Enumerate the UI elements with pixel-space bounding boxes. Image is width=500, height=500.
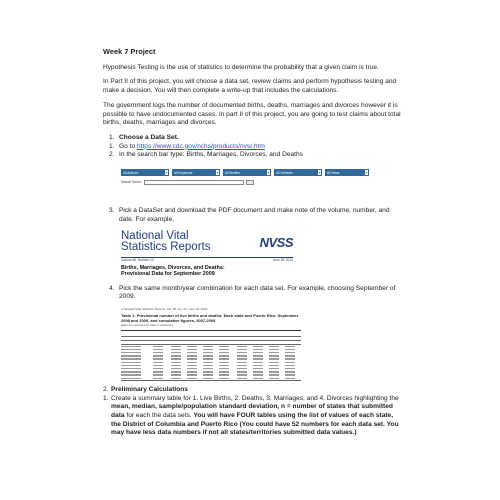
- document-content: [103, 47, 403, 438]
- table-cell: [153, 349, 163, 351]
- table-cell: [253, 346, 263, 348]
- table-cell: [219, 346, 229, 348]
- table-cell: [187, 374, 197, 376]
- search-filters: [121, 169, 379, 176]
- table-cell: [219, 368, 229, 370]
- table-cell: [269, 346, 279, 348]
- table-cell: [171, 355, 181, 357]
- table-cell: [285, 365, 295, 367]
- table-cell: [187, 346, 197, 348]
- table-cell: [285, 371, 295, 373]
- table-cell: [203, 352, 213, 354]
- select-label: All Months: [225, 170, 240, 175]
- table-cell: [269, 365, 279, 367]
- table-cell: [269, 358, 279, 360]
- table-cell: [203, 355, 213, 357]
- intro-paragraph: Hypothesis Testing is the use of statistics to determine the probability that a given claim is true.: [103, 63, 379, 71]
- table-cell: [203, 368, 213, 370]
- calc-text: for each the data sets.: [124, 412, 194, 420]
- page-title: Week 7 Project: [103, 47, 156, 56]
- table-cell: [203, 374, 213, 376]
- table-rule: [121, 380, 301, 381]
- table-cell: [187, 355, 197, 357]
- table-cell: [121, 352, 141, 354]
- table-rule: [121, 340, 301, 341]
- table-cell: [237, 346, 247, 348]
- table-cell: [285, 355, 295, 357]
- search-terms-input: [144, 180, 244, 185]
- table-cell: [285, 358, 295, 360]
- table-cell: [203, 378, 213, 380]
- table-cell: [121, 374, 141, 376]
- table-cell: [237, 358, 247, 360]
- nvss-report-image: [121, 231, 293, 279]
- chevron-down-icon: ▾: [165, 171, 168, 176]
- table-cell: [269, 378, 279, 380]
- calc-bold-stats: mean, median, sample/population standard deviation, n = number of states that submitted data: [111, 403, 393, 420]
- chevron-down-icon: ▾: [318, 171, 321, 176]
- table-cell: [269, 352, 279, 354]
- table-cell: [253, 349, 263, 351]
- table-cell: [237, 371, 247, 373]
- table-cell: [171, 368, 181, 370]
- section-choose-data-set: [103, 134, 403, 143]
- table-cell: [269, 362, 279, 364]
- table-cell: [121, 346, 141, 348]
- table-cell: [219, 358, 229, 360]
- table-cell: [187, 371, 197, 373]
- table-cell: [187, 362, 197, 364]
- keywords-select: [172, 169, 220, 176]
- table-cell: [253, 365, 263, 367]
- table-cell: [153, 365, 163, 367]
- search-button: [246, 180, 254, 185]
- table-cell: [237, 365, 247, 367]
- table-cell: [153, 378, 163, 380]
- table-cell: [171, 371, 181, 373]
- table-cell: [219, 378, 229, 380]
- table-cell: [187, 365, 197, 367]
- table-cell: [153, 355, 163, 357]
- nvss-title: [121, 231, 210, 254]
- calc-step-1: [103, 395, 403, 439]
- table-cell: [253, 358, 263, 360]
- chevron-down-icon: ▾: [267, 171, 270, 176]
- section-number: 2.: [103, 385, 109, 393]
- nvss-subtitle-line: Provisional Data for September 2009: [121, 270, 215, 277]
- table-cell: [237, 378, 247, 380]
- table-cell: [121, 378, 141, 380]
- step-number: 3.: [109, 207, 115, 215]
- section-number: 1.: [109, 133, 115, 141]
- table-cell: [187, 349, 197, 351]
- part2-paragraph: In Part II of this project, you will choose a data set, review claims and perform hypothesis testing and make a decision. You will then complete a write-up that includes the calculations.: [103, 78, 397, 95]
- nvss-date: June 28, 2010: [272, 258, 293, 262]
- table-cell: [269, 374, 279, 376]
- table-cell: [171, 349, 181, 351]
- table-cell: [171, 346, 181, 348]
- section-title: Preliminary Calculations: [111, 385, 188, 393]
- search-terms-row: [121, 180, 254, 185]
- step-number: 1.: [103, 394, 109, 402]
- table-image-header: 4 National Vital Statistics Reports, Vol. 58, No. 20, June 28, 2010: [121, 306, 208, 311]
- table-cell: [219, 362, 229, 364]
- section-title: Choose a Data Set.: [119, 133, 179, 141]
- table-image: [121, 308, 301, 380]
- table-cell: [253, 371, 263, 373]
- table-cell: [187, 358, 197, 360]
- table-row: [121, 377, 301, 380]
- step-3: [103, 207, 403, 224]
- table-cell: [121, 349, 141, 351]
- nvss-subtitle: [121, 265, 225, 277]
- table-cell: [187, 368, 197, 370]
- table-cell: [269, 371, 279, 373]
- table-cell: [253, 352, 263, 354]
- table-cell: [153, 346, 163, 348]
- table-cell: [285, 378, 295, 380]
- table-cell: [171, 362, 181, 364]
- table-cell: [285, 374, 295, 376]
- nvss-logo: NVSS: [259, 234, 293, 250]
- table-cell: [285, 349, 295, 351]
- table-cell: [121, 355, 141, 357]
- government-paragraph: The government logs the number of documented births, deaths, marriages and divorces however it is possible to have undocumented cases. In part II of this project, you are going to test claims about total births, deaths, marriages and divorces.: [103, 101, 401, 127]
- table-image-note: [Data are estimates by state of residence]: [121, 323, 173, 328]
- step-text: Pick a DataSet and download the PDF document and make note of the volume, number, and date. For example,: [119, 207, 390, 223]
- cdc-link[interactable]: https://www.cdc.gov/nchs/products/nvsr.htm: [136, 142, 265, 150]
- table-image-grid: [121, 330, 301, 380]
- search-terms-label: Search Terms:: [121, 180, 142, 185]
- table-cell: [253, 368, 263, 370]
- table-cell: [269, 355, 279, 357]
- step-1: [103, 143, 403, 152]
- table-cell: [285, 362, 295, 364]
- table-cell: [153, 352, 163, 354]
- table-cell: [203, 346, 213, 348]
- authors-select: [121, 169, 169, 176]
- table-cell: [253, 378, 263, 380]
- table-cell: [253, 355, 263, 357]
- table-cell: [203, 358, 213, 360]
- step-text: Go to: [119, 142, 137, 150]
- table-cell: [285, 368, 295, 370]
- table-cell: [153, 371, 163, 373]
- step-number: 4.: [109, 284, 115, 292]
- table-cell: [121, 365, 141, 367]
- calc-text: Create a summary table for 1. Live Births, 2. Deaths, 3. Marriages, and 4. Divorces highlighting the: [111, 394, 399, 402]
- table-cell: [219, 371, 229, 373]
- table-cell: [171, 365, 181, 367]
- table-cell: [285, 352, 295, 354]
- table-cell: [121, 368, 141, 370]
- table-cell: [171, 358, 181, 360]
- table-cell: [171, 378, 181, 380]
- nvss-volume: Volume 58, Number 20: [121, 258, 154, 262]
- select-label: All Years: [327, 170, 340, 175]
- table-rule: [121, 336, 301, 337]
- table-cell: [121, 371, 141, 373]
- nvss-subtitle-line: Births, Marriages, Divorces, and Deaths:: [121, 264, 225, 271]
- table-cell: [203, 362, 213, 364]
- nvss-title-line: National Vital: [121, 229, 189, 242]
- table-cell: [187, 352, 197, 354]
- table-cell: [121, 362, 141, 364]
- table-cell: [153, 368, 163, 370]
- table-cell: [187, 378, 197, 380]
- step-text: In the search bar type: Births, Marriages, Divorces, and Deaths: [119, 151, 303, 159]
- table-cell: [219, 365, 229, 367]
- select-label: All Volumes: [276, 170, 293, 175]
- table-cell: [171, 374, 181, 376]
- table-cell: [121, 358, 141, 360]
- table-cell: [237, 374, 247, 376]
- table-cell: [153, 358, 163, 360]
- table-image-title: Table 1. Provisional number of live births and deaths: Each state and Puerto Rico, September 2008 and 2009, and cumulative figures, 2007-2009: [121, 312, 299, 323]
- step-number: 1.: [109, 142, 115, 150]
- section-preliminary-calculations: [103, 386, 403, 395]
- step-2: [103, 151, 403, 160]
- step-text: Pick the same month/year combination for each data set. For example, choosing September of 2009.: [119, 284, 396, 301]
- table-cell: [153, 374, 163, 376]
- calc-bold-note: You will have FOUR tables using the list of values of each state, the District of Columbia and Puerto Rico (You could have 52 numbers for each data set. You may have less data numbers if not all states/territories submitted data values.): [111, 412, 399, 437]
- table-cell: [203, 349, 213, 351]
- chevron-down-icon: ▾: [216, 171, 219, 176]
- select-label: All Keywords: [174, 170, 193, 175]
- search-bar-image: [121, 169, 379, 201]
- table-cell: [219, 355, 229, 357]
- step-4: [103, 285, 403, 302]
- table-cell: [237, 355, 247, 357]
- table-cell: [203, 371, 213, 373]
- table-cell: [269, 349, 279, 351]
- table-cell: [269, 368, 279, 370]
- table-cell: [253, 362, 263, 364]
- volumes-select: [274, 169, 322, 176]
- table-cell: [285, 346, 295, 348]
- table-cell: [237, 352, 247, 354]
- table-cell: [219, 352, 229, 354]
- table-cell: [219, 374, 229, 376]
- table-cell: [219, 349, 229, 351]
- step-number: 2.: [109, 151, 115, 159]
- table-cell: [153, 362, 163, 364]
- months-select: [223, 169, 271, 176]
- table-cell: [237, 368, 247, 370]
- chevron-down-icon: ▾: [365, 171, 368, 176]
- select-label: All Authors: [123, 170, 139, 175]
- table-cell: [171, 352, 181, 354]
- table-cell: [237, 349, 247, 351]
- table-cell: [253, 374, 263, 376]
- years-select: [325, 169, 369, 176]
- table-cell: [203, 365, 213, 367]
- table-cell: [237, 362, 247, 364]
- nvss-title-line: Statistics Reports: [121, 241, 211, 254]
